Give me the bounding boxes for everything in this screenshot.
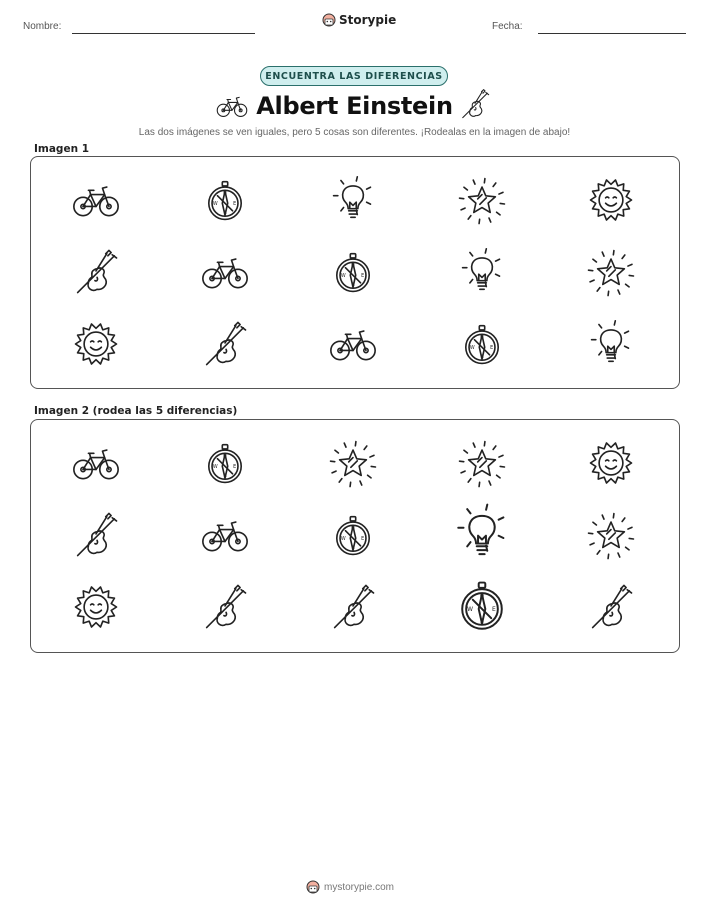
instructions: Las dos imágenes se ven iguales, pero 5 cosas son diferentes. ¡Rodealas en la imagen de abajo! xyxy=(138,127,571,138)
svg-text:S: S xyxy=(480,617,484,625)
star-icon xyxy=(326,436,380,490)
grid-cell[interactable] xyxy=(69,508,123,562)
star-icon xyxy=(455,436,509,490)
grid-cell xyxy=(69,245,123,299)
activity-badge: ENCUENTRA LAS DIFERENCIAS xyxy=(260,66,448,86)
grid-cell xyxy=(584,317,638,371)
grid-cell[interactable] xyxy=(198,580,252,634)
grid-cell xyxy=(455,317,509,371)
svg-text:N: N xyxy=(223,191,227,198)
grid-cell xyxy=(69,317,123,371)
svg-text:N: N xyxy=(351,526,355,533)
footer-url[interactable]: mystorypie.com xyxy=(324,881,395,893)
grid-cell xyxy=(69,173,123,227)
violin-icon xyxy=(69,508,123,562)
grid-cell[interactable] xyxy=(69,436,123,490)
grid-cell[interactable] xyxy=(584,436,638,490)
violin-icon xyxy=(198,317,252,371)
grid-cell[interactable] xyxy=(449,500,515,566)
image1-panel xyxy=(30,156,680,389)
brand-logo xyxy=(322,13,396,27)
grid-cell[interactable] xyxy=(584,580,638,634)
svg-text:N: N xyxy=(480,335,484,342)
grid-cell[interactable] xyxy=(584,508,638,562)
grid-cell xyxy=(198,173,252,227)
grid-cell[interactable] xyxy=(198,436,252,490)
lightbulb-icon xyxy=(326,173,380,227)
grid-cell xyxy=(198,245,252,299)
grid-cell xyxy=(584,173,638,227)
lightbulb-icon xyxy=(449,500,515,566)
sun-icon xyxy=(69,580,123,634)
bicycle-icon xyxy=(198,245,252,299)
violin-icon xyxy=(457,86,493,122)
lightbulb-icon xyxy=(455,245,509,299)
svg-text:W: W xyxy=(340,535,346,542)
violin-icon xyxy=(584,580,638,634)
bicycle-icon xyxy=(69,436,123,490)
grid-cell xyxy=(326,317,380,371)
svg-text:S: S xyxy=(223,210,227,217)
grid-cell[interactable] xyxy=(198,508,252,562)
svg-text:S: S xyxy=(351,545,355,552)
sun-icon xyxy=(584,173,638,227)
compass-icon xyxy=(449,572,515,638)
star-icon xyxy=(584,508,638,562)
star-icon xyxy=(455,173,509,227)
svg-text:N: N xyxy=(351,263,355,270)
grid-cell[interactable] xyxy=(69,580,123,634)
name-line[interactable] xyxy=(72,33,255,34)
grid-cell xyxy=(455,245,509,299)
svg-text:W: W xyxy=(212,463,218,470)
svg-text:W: W xyxy=(469,344,475,351)
svg-text:W: W xyxy=(467,605,474,613)
grid-cell xyxy=(455,173,509,227)
svg-text:E: E xyxy=(233,463,237,470)
compass-icon xyxy=(198,173,252,227)
storypie-mascot-icon xyxy=(322,13,336,27)
bicycle-icon xyxy=(198,508,252,562)
grid-cell[interactable] xyxy=(326,580,380,634)
svg-text:W: W xyxy=(340,272,346,279)
compass-icon xyxy=(326,508,380,562)
sun-icon xyxy=(69,317,123,371)
footer xyxy=(306,880,394,894)
storypie-mascot-icon xyxy=(306,880,320,894)
bicycle-icon xyxy=(326,317,380,371)
page-title: Albert Einstein xyxy=(256,92,453,120)
svg-text:E: E xyxy=(361,535,365,542)
bicycle-icon xyxy=(69,173,123,227)
title-violin-icon xyxy=(457,86,493,122)
grid-cell[interactable] xyxy=(455,436,509,490)
grid-cell[interactable] xyxy=(326,508,380,562)
grid-cell xyxy=(326,245,380,299)
brand-name: Storypie xyxy=(339,13,397,27)
svg-text:E: E xyxy=(491,605,496,613)
image1-label: Imagen 1 xyxy=(34,143,90,155)
svg-text:N: N xyxy=(479,594,485,602)
compass-icon xyxy=(198,436,252,490)
image2-panel[interactable] xyxy=(30,419,680,653)
svg-text:E: E xyxy=(490,344,494,351)
violin-icon xyxy=(198,580,252,634)
svg-text:S: S xyxy=(223,473,227,480)
date-line[interactable] xyxy=(538,33,686,34)
grid-cell[interactable] xyxy=(326,436,380,490)
grid-cell[interactable] xyxy=(449,572,515,638)
sun-icon xyxy=(584,436,638,490)
grid-cell xyxy=(198,317,252,371)
svg-text:S: S xyxy=(351,282,355,289)
grid-cell xyxy=(326,173,380,227)
svg-text:E: E xyxy=(233,200,237,207)
name-label: Nombre: xyxy=(23,21,62,32)
svg-text:E: E xyxy=(361,272,365,279)
date-label: Fecha: xyxy=(492,21,523,32)
violin-icon xyxy=(69,245,123,299)
svg-text:N: N xyxy=(223,454,227,461)
lightbulb-icon xyxy=(584,317,638,371)
svg-text:W: W xyxy=(212,200,218,207)
svg-text:S: S xyxy=(480,354,484,361)
violin-icon xyxy=(326,580,380,634)
compass-icon xyxy=(326,245,380,299)
image2-label: Imagen 2 (rodea las 5 diferencias) xyxy=(34,405,238,417)
grid-cell xyxy=(584,245,638,299)
compass-icon xyxy=(455,317,509,371)
star-icon xyxy=(584,245,638,299)
